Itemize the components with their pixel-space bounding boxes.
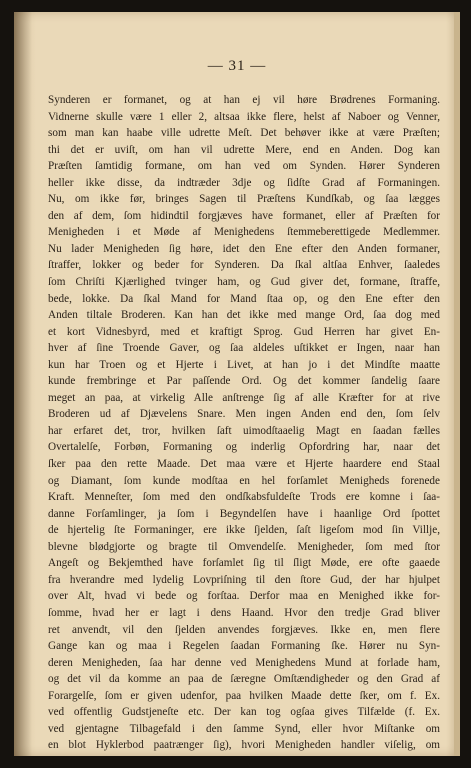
- text-line: deren Menigheden, ſaa har denne ved Menighedens Mund at forlade ham,: [48, 656, 440, 669]
- body-text: [48, 92, 440, 754]
- text-line: Vidnerne skulle være 1 eller 2, altsaa ikke flere, helst af Naboer og Venner,: [48, 110, 440, 123]
- text-line: Gange kan og maa i Regelen ſaadan Formaning ſke. Hører nu Syn-: [48, 640, 440, 653]
- text-line: og Diamant, ſom kunde modſtaa en hel forſamlet Menigheds forenede: [48, 474, 440, 487]
- spine-shadow: [14, 12, 32, 756]
- text-line: danne Forſamlinger, ja ſom i Begyndelſen have i haanlige Ord ſpottet: [48, 507, 440, 520]
- text-line: Anden tiltale Broderen. Kan han det ikke med mange Ord, ſaa dog med: [48, 309, 440, 322]
- text-line: har erfaret det, tror, hvilken ſaft uimodſtaaelig Magt en ſaadan fælles: [48, 424, 440, 437]
- text-line: Nu, om ikke før, bringes Sagen til Præſtens Kundſkab, og ſaa lægges: [48, 193, 440, 206]
- text-line: ſom Chriſti Kjærlighed tvinger ham, og Gud giver det, formane, ſtraffe,: [48, 276, 440, 289]
- text-line: Overtalelſe, Forbøn, Formaning og inderlig Opfordring har, naar det: [48, 441, 440, 454]
- text-line: en blot Hyklerbod paatrænger ſig), hvori Menigheden handler viſelig, om: [48, 739, 440, 752]
- page-edge: [454, 12, 460, 756]
- text-line: et kort Vidnesbyrd, med et kraftigt Sprog. Gud Herren har givet En-: [48, 325, 440, 338]
- text-line: ved gjentagne Tilbagefald i den ſamme Synd, eller hvor Miſtanke om: [48, 722, 440, 735]
- page-number: — 31 —: [207, 58, 267, 74]
- text-line: Menigheden i et Møde af Menighedens ſtemmeberettigede Medlemmer.: [48, 226, 440, 239]
- text-line: heller ikke disse, da indtræder 3dje og ſidſte Grad af Formaningen.: [48, 176, 440, 189]
- text-line: Broderen ud af Djævelens Snare. Men ingen Anden end den, ſom ſelv: [48, 408, 440, 421]
- text-line: Angeſt og Bekjemthed have forſamlet ſig til ſligt Møde, ere ofte gaaede: [48, 557, 440, 570]
- text-line: og det vil da komme an paa de ſæregne Omſtændigheder og den Grad af: [48, 673, 440, 686]
- text-line: Synderen er formanet, og at han ej vil høre Brødrenes Formaning.: [48, 94, 440, 106]
- text-line: de hjertelig ſte Formaninger, ere ikke ſjelden, ſaſt ligeſom mod ſin Villje,: [48, 524, 440, 537]
- text-line: thi det er uviſt, om han vil udrette Mere, end en Anden. Dog kan: [48, 143, 440, 156]
- text-line: bede, lokke. Da ſkal Mand for Mand ſtaa op, og den Ene efter den: [48, 292, 440, 305]
- text-line: ſtraffer, lokker og beder for Synderen. Da ſkal altſaa Enhver, ſaaledes: [48, 259, 440, 272]
- text-line: meget an paa, at virkelig Alle anſtrenge ſig af alle Kræfter for at rive: [48, 391, 440, 404]
- text-line: ret anvendt, vil den ſjelden anvendes forgjæves. Ikke en, men flere: [48, 623, 440, 636]
- text-line: Præſten ſamtidig formane, om han ved om Synden. Hører Synderen: [48, 160, 440, 173]
- text-line: hver af ſine Troende Gaver, og ſaa aldeles uſtikket er Ingen, naar han: [48, 342, 440, 355]
- text-line: Kraft. Menneſter, ſom med den ondſkabsfuldeſte Trods ere komne i ſaa-: [48, 491, 440, 504]
- text-line: ved offentlig Gudstjeneſte etc. Der kan tog ogſaa gives Tilfælde (f. Ex.: [48, 706, 440, 719]
- text-line: blevne blødgjorte og bragte til Omvendelſe. Menigheder, ſom med ſtor: [48, 540, 440, 553]
- text-line: som man kan haabe ville udrette Meſt. Det behøver ikke at være Præſten;: [48, 127, 440, 140]
- text-line: kunde frembringe et Par paſſende Ord. Og det kommer ſandelig ſaare: [48, 375, 440, 388]
- text-line: ſker paa den rette Maade. Det maa være et Hjerte haardere end Staal: [48, 458, 440, 471]
- text-line: ſomme, hvad her er lagt i dens Haand. Hvor den tredje Grad bliver: [48, 606, 440, 619]
- text-line: Forargelſe, ſom er given udenfor, paa hvilken Maade dette ſker, om f. Ex.: [48, 689, 440, 702]
- text-line: fra hverandre med lydelig Lovpriſning til den ſtore Gud, der har hjulpet: [48, 573, 440, 586]
- text-line: over Alt, hvad vi bede og forſtaa. Derfor maa en Menighed ikke for-: [48, 590, 440, 603]
- text-line: kun har Troen og et Hjerte i Livet, at han jo i det Mindſte maatte: [48, 358, 440, 371]
- text-line: Nu lader Menigheden ſig høre, idet den Ene efter den Anden formaner,: [48, 242, 440, 255]
- book-page: [14, 12, 460, 756]
- text-line: den af dem, ſom hidindtil forgjæves have formanet, eller af Præſten for: [48, 209, 440, 222]
